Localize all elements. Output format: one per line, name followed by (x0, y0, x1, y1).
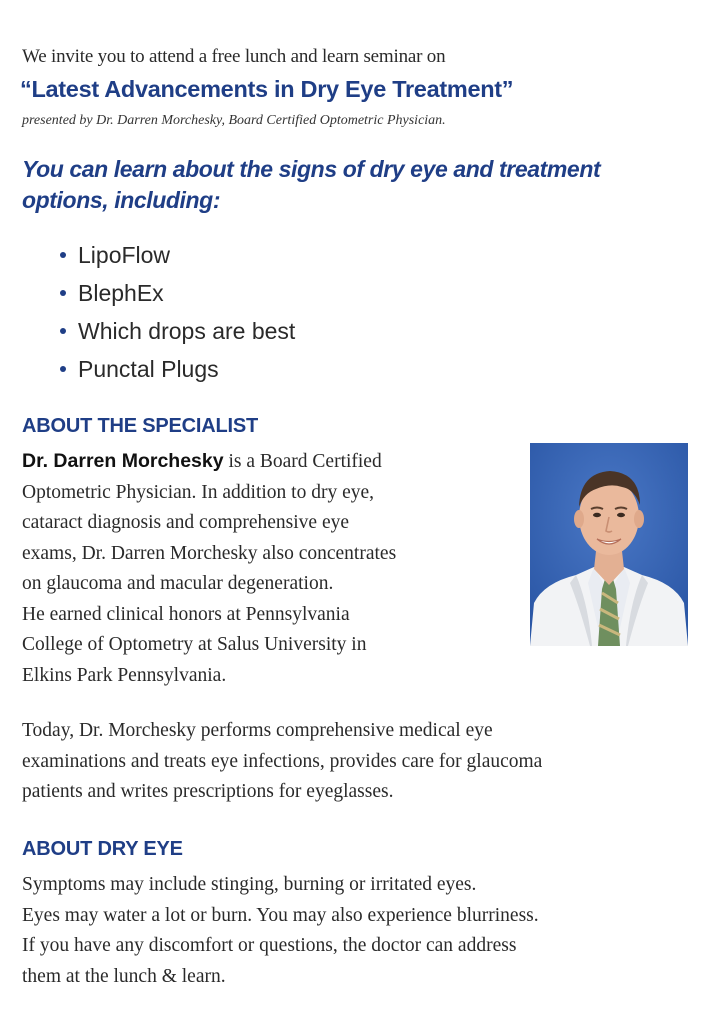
specialist-bio (22, 446, 492, 691)
bullet-icon (60, 366, 66, 372)
bio-line-1 (22, 446, 492, 478)
dry-eye-paragraph (22, 870, 539, 992)
learn-heading-line-2: options, including: (22, 187, 221, 213)
topic-label: Which drops are best (78, 318, 296, 344)
invite-line: We invite you to attend a free lunch and learn seminar on (22, 46, 446, 67)
bio-line: cataract diagnosis and comprehensive eye (22, 512, 350, 533)
bio-line: He earned clinical honors at Pennsylvania (22, 603, 350, 625)
today-line: Today, Dr. Morchesky performs comprehensive medical eye (22, 720, 493, 741)
bio-line: Optometric Physician. In addition to dry eye, (22, 481, 375, 503)
seminar-title: “Latest Advancements in Dry Eye Treatment” (20, 76, 514, 102)
about-specialist-heading: ABOUT THE SPECIALIST (22, 415, 259, 437)
topic-label: LipoFlow (78, 242, 171, 268)
topic-label: Punctal Plugs (78, 356, 219, 382)
list-item (60, 312, 295, 350)
bullet-icon (60, 328, 66, 334)
today-line: examinations and treats eye infections, provides care for glaucoma (22, 750, 543, 772)
list-item (60, 350, 295, 388)
learn-heading (22, 154, 662, 216)
specialist-today-paragraph (22, 716, 542, 808)
bio-line: Elkins Park Pennsylvania. (22, 664, 227, 686)
dry-eye-line: Eyes may water a lot or burn. You may also experience blurriness. (22, 904, 539, 926)
today-line: patients and writes prescriptions for eyeglasses. (22, 781, 394, 802)
bullet-icon (60, 252, 66, 258)
specialist-name: Dr. Darren Morchesky (22, 450, 224, 472)
bio-line: on glaucoma and macular degeneration. (22, 573, 334, 594)
dry-eye-line: If you have any discomfort or questions, the doctor can address (22, 935, 517, 956)
list-item (60, 274, 295, 312)
about-dry-eye-heading: ABOUT DRY EYE (22, 838, 183, 860)
topic-label: BlephEx (78, 280, 164, 306)
bio-line: College of Optometry at Salus University in (22, 634, 367, 655)
bio-line-1-rest: is a Board Certified (223, 451, 382, 472)
doctor-portrait-icon (530, 443, 688, 646)
topics-list (60, 236, 295, 388)
doctor-portrait-photo (530, 443, 688, 646)
list-item (60, 236, 295, 274)
presenter-line: presented by Dr. Darren Morchesky, Board Certified Optometric Physician. (22, 113, 446, 128)
learn-heading-line-1: You can learn about the signs of dry eye and treatment (22, 156, 601, 182)
dry-eye-line: Symptoms may include stinging, burning or irritated eyes. (22, 874, 477, 895)
bullet-icon (60, 290, 66, 296)
dry-eye-line: them at the lunch & learn. (22, 965, 226, 987)
bio-line: exams, Dr. Darren Morchesky also concentrates (22, 542, 397, 564)
